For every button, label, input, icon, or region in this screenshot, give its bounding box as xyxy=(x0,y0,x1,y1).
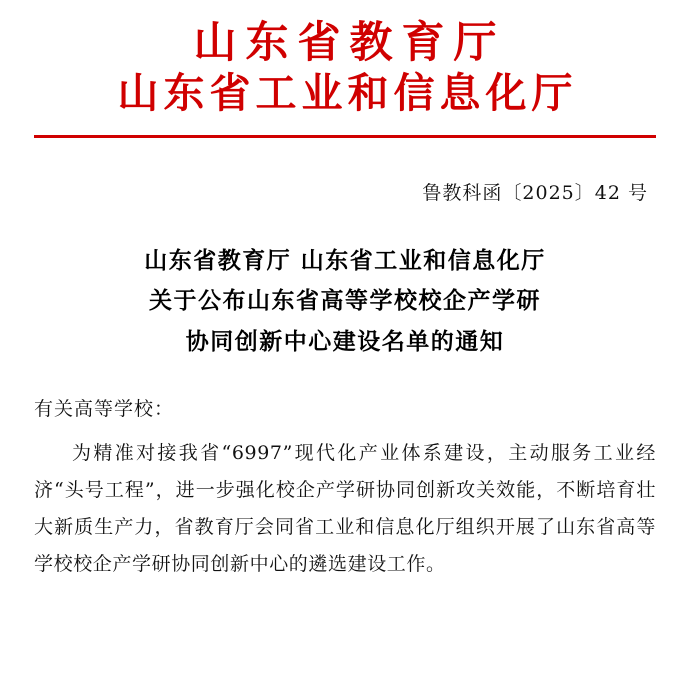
letterhead xyxy=(34,0,656,117)
salutation: 有关高等学校： xyxy=(34,397,175,420)
letterhead-line-2: 山东省工业和信息化厅 xyxy=(117,68,578,117)
title-line-2: 关于公布山东省高等学校校企产学研 xyxy=(149,287,541,315)
title-line-3: 协同创新中心建设名单的通知 xyxy=(185,327,505,355)
document-number: 鲁教科函〔2025〕42 号 xyxy=(422,182,648,205)
red-divider-rule xyxy=(34,135,656,138)
title-line-1: 山东省教育厅 山东省工业和信息化厅 xyxy=(144,247,546,275)
document-title xyxy=(34,241,656,362)
body-paragraph-1: 为精准对接我省“6997”现代化产业体系建设，主动服务工业经济“头号工程”，进一步强化校企产学研协同创新攻关效能，不断培育壮大新质生产力，省教育厅会同省工业和信息化厅组织开展了山东省高等学校校企产学研协同创新中心的遴选建设工作。 xyxy=(34,441,656,575)
letterhead-line-1: 山东省教育厅 xyxy=(193,18,506,68)
